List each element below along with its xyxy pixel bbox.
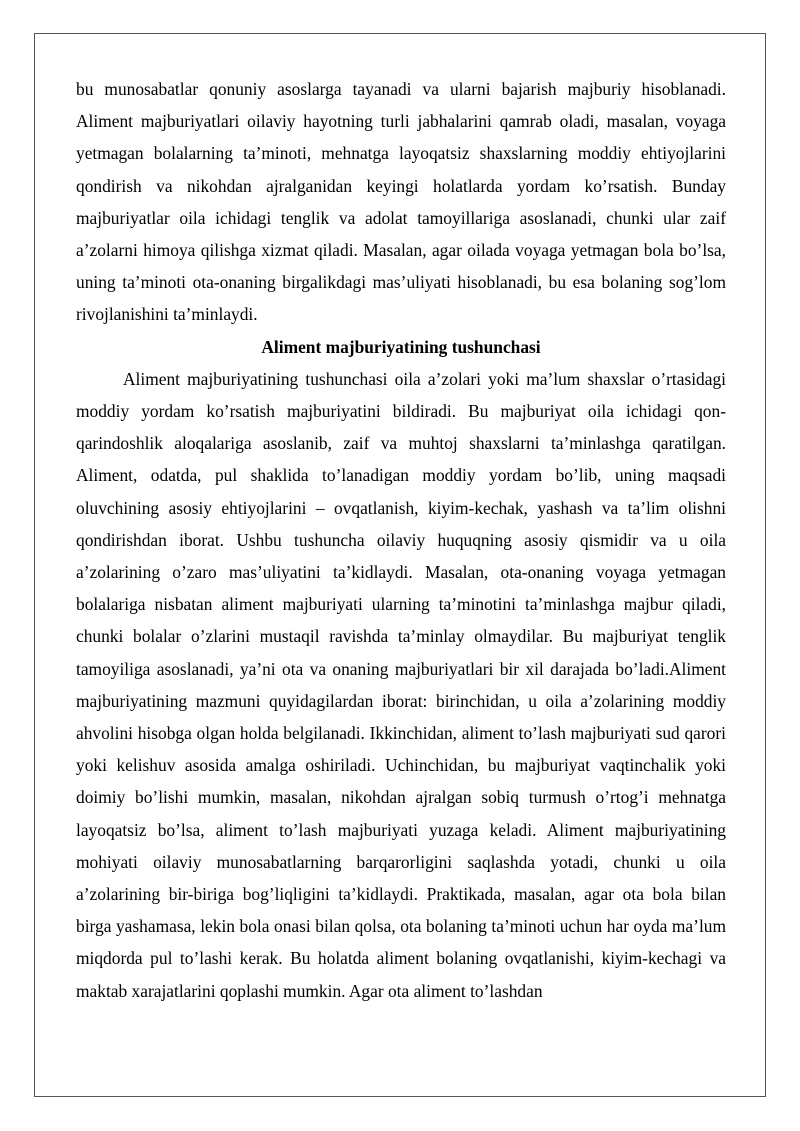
paragraph-continuation: bu munosabatlar qonuniy asoslarga tayanadi va ularni bajarish majburiy hisoblanadi. Aliment majburiyatlari oilaviy hayotning turli jabhalarini qamrab oladi, masalan, voyaga yetmagan bolalarning ta’minoti, mehnatga layoqatsiz shaxslarning moddiy ehtiyojlarini qondirish va nikohdan ajralganidan keyingi holatlarda yordam ko’rsatish. Bunday majburiyatlar oila ichidagi tenglik va adolat tamoyillariga asoslanadi, chunki ular zaif a’zolarni himoya qilishga xizmat qiladi. Masalan, agar oilada voyaga yetmagan bola bo’lsa, uning ta’minoti ota-onaning birgalikdagi mas’uliyati hisoblanadi, bu esa bolaning sog’lom rivojlanishini ta’minlaydi. xyxy=(76,79,726,325)
section-heading: Aliment majburiyatining tushunchasi xyxy=(261,336,541,357)
paragraph-definition: Aliment majburiyatining tushunchasi oila a’zolari yoki ma’lum shaxslar o’rtasidagi moddiy yordam ko’rsatish majburiyatini bildiradi. Bu majburiyat oila ichidagi qon-qarindoshlik aloqalariga asoslanib, zaif va muhtoj shaxslarni ta’minlashga qaratilgan. Aliment, odatda, pul shaklida to’lanadigan moddiy yordam bo’lib, uning maqsadi oluvchining asosiy ehtiyojlarini – ovqatlanish, kiyim-kechak, yashash va ta’lim olishni qondirishdan iborat. Ushbu tushuncha oilaviy huquqning asosiy qismidir va u oila a’zolarining o’zaro mas’uliyatini ta’kidlaydi. Masalan, ota-onaning voyaga yetmagan bolalariga nisbatan aliment majburiyati ularning ta’minotini ta’minlashga majbur qiladi, chunki bolalar o’zlarini mustaqil ravishda ta’minlay olmaydilar. Bu majburiyat tenglik tamoyiliga asoslanadi, ya’ni ota va onaning majburiyatlari bir xil darajada bo’ladi.Aliment majburiyatining mazmuni quyidagilardan iborat: birinchidan, u oila a’zolarining moddiy ahvolini hisobga olgan holda belgilanadi. Ikkinchidan, aliment to’lash majburiyati sud qarori yoki kelishuv asosida amalga oshiriladi. Uchinchidan, bu majburiyat vaqtinchalik yoki doimiy bo’lishi mumkin, masalan, nikohdan ajralgan sobiq turmush o’rtog’i mehnatga layoqatsiz bo’lsa, aliment to’lash majburiyati yuzaga keladi. Aliment majburiyatining mohiyati oilaviy munosabatlarning barqarorligini saqlashda yotadi, chunki u oila a’zolarining bir-biriga bog’liqligini ta’kidlaydi. Praktikada, masalan, agar ota bola bilan birga yashamasa, lekin bola onasi bilan qolsa, ota bolaning ta’minoti uchun har oyda ma’lum miqdorda pul to’lashi kerak. Bu holatda aliment bolaning ovqatlanishi, kiyim-kechagi va maktab xarajatlarini qoplashi mumkin. Agar ota aliment to’lashdan xyxy=(76,368,726,1001)
document-body xyxy=(76,73,726,1007)
